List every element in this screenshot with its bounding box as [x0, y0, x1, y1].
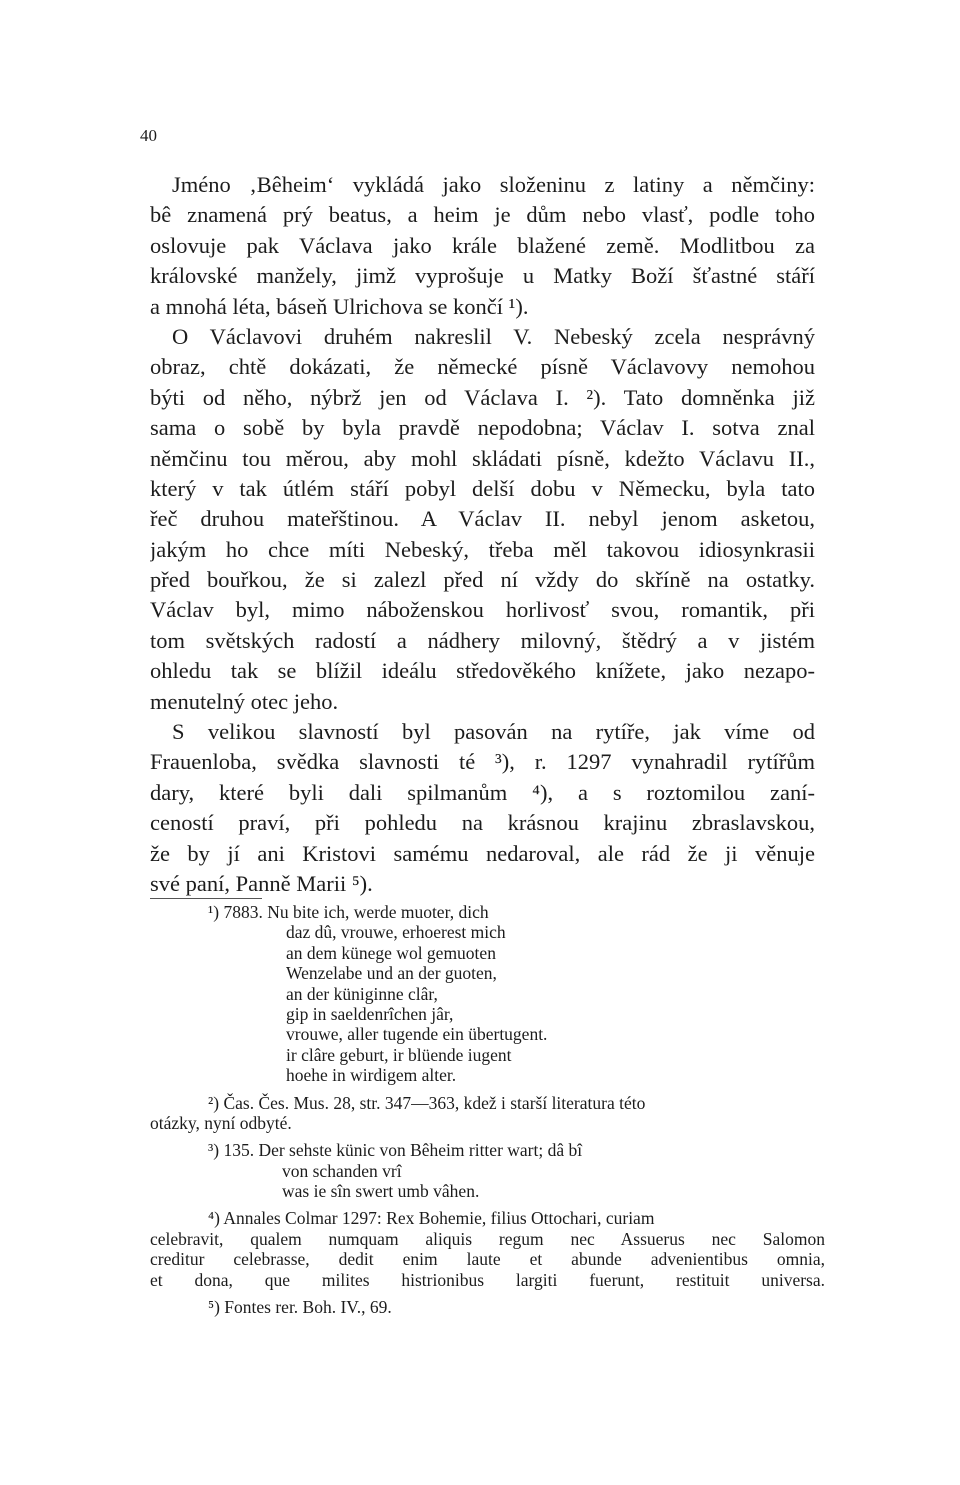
body-line: ceností praví, při pohledu na krásnou krajinu zbraslavskou, — [150, 810, 815, 836]
body-line: své paní, Panně Marii ⁵). — [150, 870, 373, 896]
body-line: S velikou slavností byl pasován na rytíře, jak víme od — [172, 719, 815, 745]
footnote-line: et dona, que milites histrionibus largiti fuerunt, restituit universa. — [150, 1269, 825, 1290]
body-line: bê znamená prý beatus, a heim je dům nebo vlasť, podle toho — [150, 202, 815, 228]
footnote-line: otázky, nyní odbyté. — [150, 1112, 292, 1133]
footnote-line: ³) 135. Der sehste künic von Bêheim ritter wart; dâ bî — [208, 1140, 583, 1161]
body-line: a mnohá léta, báseň Ulrichova se končí ¹). — [150, 293, 529, 319]
footnote-line: vrouwe, aller tugende ein übertugent. — [286, 1024, 548, 1045]
body-line: jakým ho chce míti Nebeský, třeba měl takovou idiosynkrasii — [150, 536, 815, 562]
body-line: němčinu tou měrou, aby mohl skládati písně, kdežto Václavu II., — [150, 445, 815, 471]
footnote-4 — [150, 1208, 825, 1290]
footnote-line: ir clâre geburt, ir blüende iugent — [286, 1044, 512, 1065]
footnote-line: an dem künege wol gemuoten — [286, 942, 496, 963]
footnote-line: ¹) 7883. Nu bite ich, werde muoter, dich — [208, 902, 489, 922]
body-line: Frauenloba, svědka slavnosti té ³), r. 1297 vynahradil rytířům — [150, 749, 815, 775]
body-line: obraz, chtě dokázati, že německé písně Václavovy nemohou — [150, 354, 815, 380]
footnote-line: von schanden vrî — [282, 1160, 402, 1181]
footnote-separator — [150, 898, 262, 899]
footnote-line: ⁴) Annales Colmar 1297: Rex Bohemie, filius Ottochari, curiam — [208, 1208, 655, 1229]
footnote-1 — [150, 902, 825, 1086]
page-number: 40 — [140, 126, 157, 145]
body-line: že by jí ani Kristovi samému nedaroval, ale rád že ji věnuje — [150, 840, 815, 866]
body-line: před bouřkou, že si zalezl před ní vždy do skříně na ostatky. — [150, 567, 815, 593]
footnote-line: ⁵) Fontes rer. Boh. IV., 69. — [208, 1297, 392, 1318]
body-line: O Václavovi druhém nakreslil V. Nebeský zcela nesprávný — [172, 323, 815, 349]
body-line: tom světských radostí a nádhery milovný, štědrý a v jistém — [150, 627, 815, 653]
body-line: ohledu tak se blížil ideálu středověkého knížete, jako nezapo- — [150, 658, 815, 684]
footnote-line: an der küniginne clâr, — [286, 983, 438, 1004]
main-text — [150, 170, 815, 899]
body-line: dary, které byli dali spilmanům ⁴), a s roztomilou zaní- — [150, 779, 815, 805]
body-line: který v tak útlém stáří pobyl delší dobu v Německu, byla tato — [150, 475, 815, 501]
body-line: královské manžely, jimž vyprošuje u Matky Boží šťastné stáří — [150, 263, 815, 289]
footnote-line: ²) Čas. Čes. Mus. 28, str. 347—363, kdež i starší literatura této — [208, 1092, 646, 1113]
body-line: Jméno ‚Bêheim‘ vykládá jako složeninu z latiny a němčiny: — [172, 172, 815, 197]
footnote-5 — [150, 1297, 825, 1317]
footnote-line: creditur celebrasse, dedit enim laute et abunde advenientibus omnia, — [150, 1249, 825, 1270]
footnote-line: was ie sîn swert umb vâhen. — [282, 1181, 480, 1202]
footnote-line: Wenzelabe und an der guoten, — [286, 963, 497, 984]
footnote-3 — [150, 1140, 825, 1201]
footnote-line: daz dû, vrouwe, erhoerest mich — [286, 922, 506, 943]
footnote-2 — [150, 1093, 825, 1134]
body-line: oslovuje pak Václava jako krále blažené země. Modlitbou za — [150, 232, 815, 258]
body-line: Václav byl, mimo náboženskou horlivosť svou, romantik, při — [150, 597, 815, 623]
footnote-line: celebravit, qualem numquam aliquis regum nec Assuerus nec Salomon — [150, 1228, 825, 1249]
body-line: býti od něho, nýbrž jen od Václava I. ²). Tato domněnka již — [150, 384, 815, 410]
footnote-line: hoehe in wirdigem alter. — [286, 1065, 457, 1086]
body-line: menutelný otec jeho. — [150, 688, 339, 714]
footnotes — [150, 902, 825, 1317]
footnote-line: gip in saeldenrîchen jâr, — [286, 1003, 454, 1024]
body-line: sama o sobě by byla pravdě nepodobna; Václav I. sotva znal — [150, 415, 815, 441]
body-line: řeč druhou mateřštinou. A Václav II. nebyl jenom asketou, — [150, 506, 815, 532]
